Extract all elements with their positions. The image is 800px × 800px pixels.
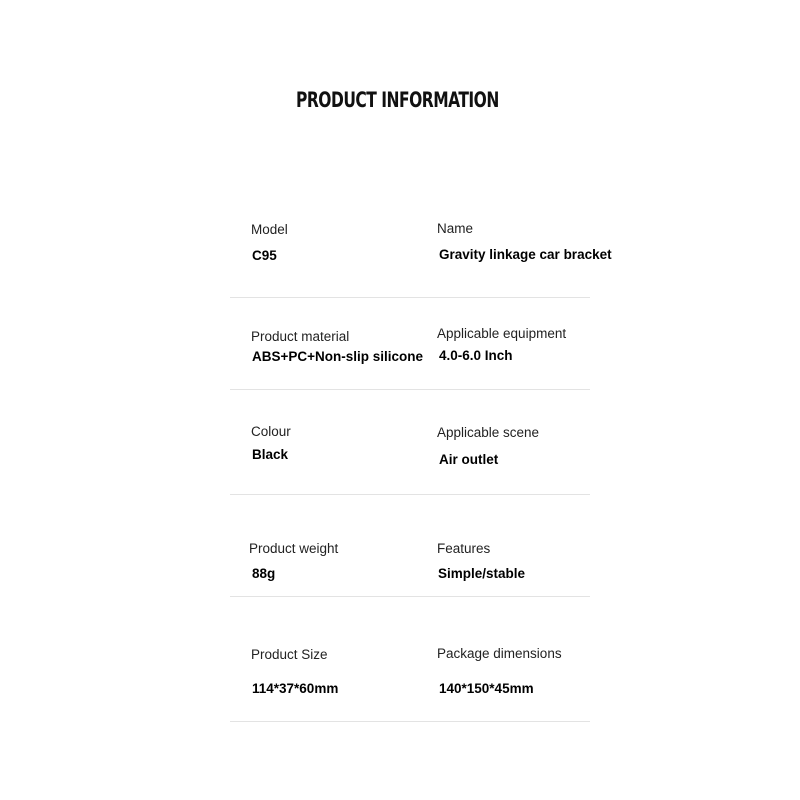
scene-value: Air outlet — [439, 452, 499, 467]
package-value: 140*150*45mm — [439, 681, 534, 696]
name-label: Name — [437, 221, 474, 236]
scene-label: Applicable scene — [437, 425, 540, 440]
page-title: PRODUCT INFORMATION — [296, 88, 499, 112]
equipment-value: 4.0-6.0 Inch — [439, 348, 513, 363]
name-value: Gravity linkage car bracket — [439, 247, 612, 262]
features-value: Simple/stable — [438, 566, 526, 581]
row-divider — [230, 389, 590, 390]
colour-label: Colour — [251, 424, 291, 439]
equipment-label: Applicable equipment — [437, 326, 567, 341]
size-value: 114*37*60mm — [252, 681, 339, 696]
weight-value: 88g — [252, 566, 276, 581]
material-value: ABS+PC+Non-slip silicone — [252, 349, 424, 364]
package-label: Package dimensions — [437, 646, 562, 661]
row-divider — [230, 494, 590, 495]
size-label: Product Size — [251, 647, 328, 662]
model-value: C95 — [252, 248, 277, 263]
features-label: Features — [437, 541, 491, 556]
model-label: Model — [251, 222, 288, 237]
material-label: Product material — [251, 329, 350, 344]
row-divider — [230, 297, 590, 298]
row-divider — [230, 596, 590, 597]
colour-value: Black — [252, 447, 289, 462]
row-divider — [230, 721, 590, 722]
weight-label: Product weight — [249, 541, 339, 556]
